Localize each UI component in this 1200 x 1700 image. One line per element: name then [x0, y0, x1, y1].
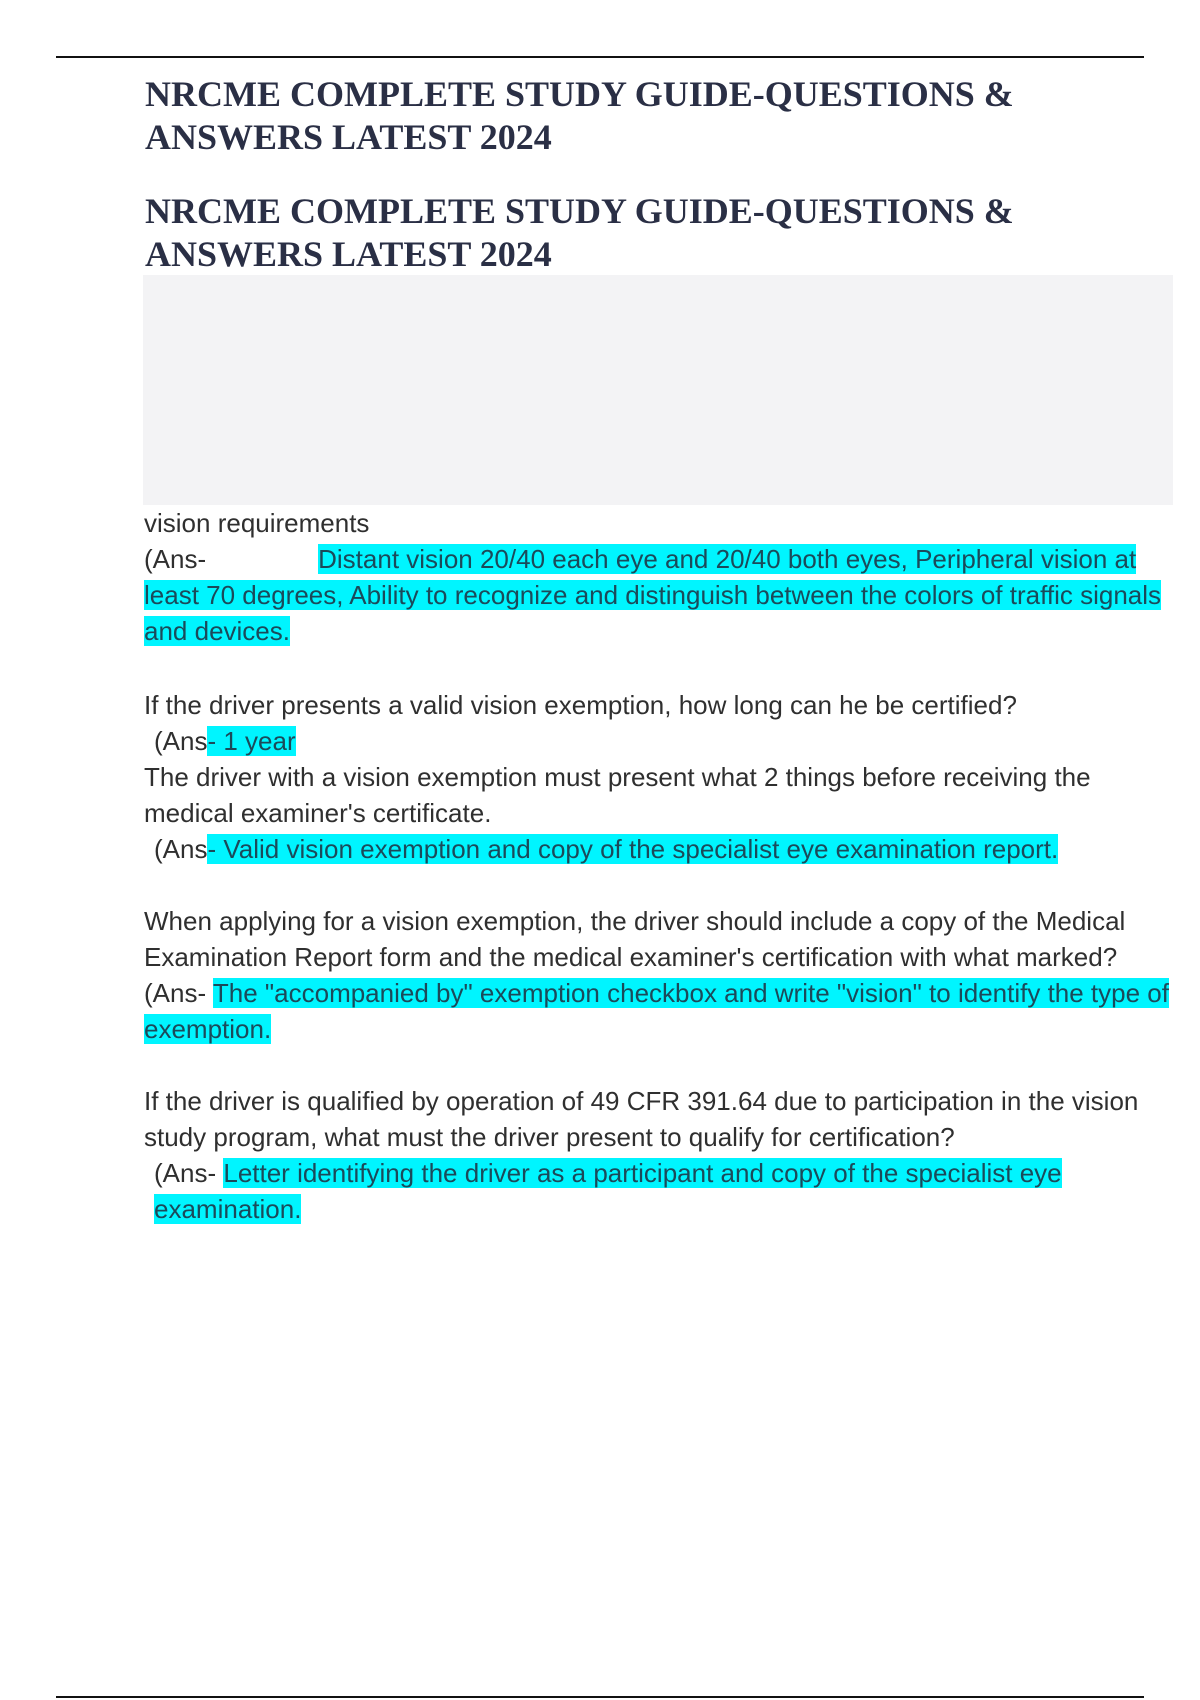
answer-highlight: - Valid vision exemption and copy of the specialist eye examination report.	[207, 834, 1059, 864]
blank-image-area	[143, 275, 1173, 505]
answer-prefix: (Ans-	[154, 1158, 217, 1188]
document-title-repeat: NRCME COMPLETE STUDY GUIDE-QUESTIONS & ANSWERS LATEST 2024	[145, 191, 1014, 274]
answer-highlight: The "accompanied by" exemption checkbox and write "vision" to identify the type of exemption.	[144, 978, 1169, 1044]
question-text: vision requirements	[144, 508, 370, 538]
answer-prefix: (Ans	[154, 834, 208, 864]
answer-prefix: (Ans	[154, 726, 208, 756]
qa-item	[144, 1083, 1174, 1227]
answer-highlight: Distant vision 20/40 each eye and 20/40 both eyes, Peripheral vision at least 70 degrees, Ability to recognize and distinguish between the colors of traffic signals and devices.	[144, 544, 1162, 646]
qa-list	[144, 505, 1174, 1227]
answer-line	[144, 723, 1174, 759]
qa-item	[144, 759, 1174, 867]
answer-highlight: - 1 year	[207, 726, 296, 756]
question-text: If the driver presents a valid vision exemption, how long can he be certified?	[144, 690, 1017, 720]
qa-item	[144, 687, 1174, 759]
question-text: When applying for a vision exemption, the driver should include a copy of the Medical Examination Report form and the medical examiner's certification with what marked?	[144, 906, 1126, 972]
answer-line	[144, 1155, 1174, 1227]
qa-item	[144, 505, 1174, 649]
answer-line	[144, 975, 1174, 1047]
answer-line	[144, 831, 1174, 867]
answer-prefix: (Ans-	[144, 978, 207, 1008]
document-title: NRCME COMPLETE STUDY GUIDE-QUESTIONS & ANSWERS LATEST 2024	[145, 74, 1014, 157]
answer-line	[144, 541, 1174, 649]
qa-item	[144, 903, 1174, 1047]
question-text: If the driver is qualified by operation of 49 CFR 391.64 due to participation in the vision study program, what must the driver present to qualify for certification?	[144, 1086, 1139, 1152]
top-rule	[56, 56, 1144, 58]
answer-prefix: (Ans-	[144, 544, 207, 574]
answer-highlight: Letter identifying the driver as a participant and copy of the specialist eye examination.	[154, 1158, 1062, 1224]
bottom-rule	[56, 1696, 1144, 1698]
question-text: The driver with a vision exemption must present what 2 things before receiving the medical examiner's certificate.	[144, 762, 1091, 828]
